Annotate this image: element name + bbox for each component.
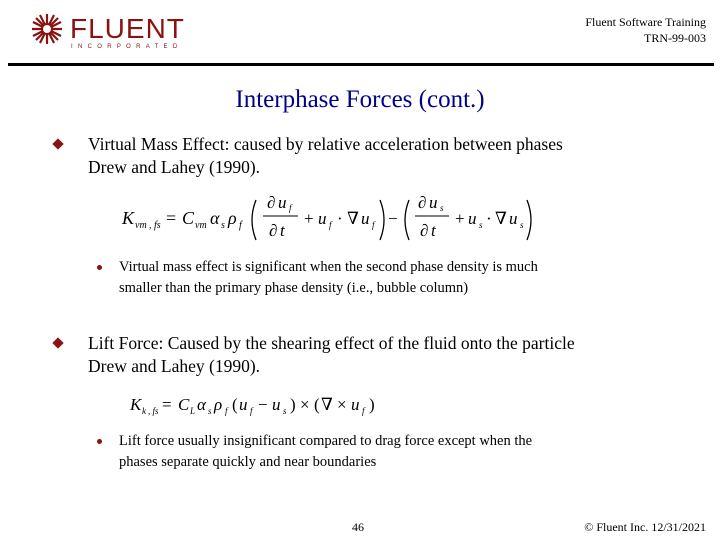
svg-text:∂: ∂	[418, 193, 427, 212]
svg-text:−: −	[388, 209, 398, 228]
lift-force-note-line1: Lift force usually insignificant compared to drag force except when the	[119, 433, 533, 449]
svg-text:L: L	[190, 406, 196, 416]
svg-text:k: k	[142, 406, 146, 416]
page-number: 46	[352, 520, 364, 534]
copyright-notice: © Fluent Inc. 12/31/2021	[584, 520, 706, 534]
svg-text:u: u	[351, 395, 360, 414]
svg-text:=: =	[166, 208, 177, 228]
lift-force-equation	[126, 386, 396, 422]
svg-text:α: α	[197, 395, 206, 414]
virtual-mass-note-line1: Virtual mass effect is significant when the second phase density is much	[119, 259, 538, 275]
svg-text:, fs: , fs	[149, 220, 161, 231]
fluent-logo	[30, 10, 185, 50]
svg-text:ρ: ρ	[214, 395, 223, 414]
svg-text:K: K	[122, 208, 135, 228]
sub-bullet-dot-icon	[97, 439, 102, 444]
svg-text:C: C	[182, 208, 195, 228]
logo-wordmark: FLUENT	[70, 13, 185, 44]
svg-text:∇: ∇	[321, 395, 333, 414]
svg-text:∇: ∇	[495, 209, 507, 228]
virtual-mass-equation	[118, 186, 538, 248]
virtual-mass-note-line2: smaller than the primary phase density (i.e., bubble column)	[119, 280, 469, 296]
svg-text:t: t	[280, 221, 285, 240]
svg-text:f: f	[329, 220, 332, 230]
svg-text:∂: ∂	[267, 193, 276, 212]
slide-title: Interphase Forces (cont.)	[235, 86, 485, 113]
svg-text:u: u	[429, 193, 438, 212]
svg-text:s: s	[440, 203, 444, 213]
svg-text:u: u	[509, 209, 518, 228]
document-code: TRN-99-003	[644, 31, 706, 45]
svg-text:∇: ∇	[347, 209, 359, 228]
svg-text:vm: vm	[135, 220, 147, 231]
svg-text:∂: ∂	[420, 221, 429, 240]
lift-force-note-line2: phases separate quickly and near boundaries	[119, 454, 377, 470]
svg-text:s: s	[208, 406, 212, 416]
svg-text:·: ·	[337, 209, 343, 228]
svg-text:, fs: , fs	[148, 406, 159, 416]
svg-text:f: f	[362, 406, 365, 416]
svg-text:u: u	[278, 193, 287, 212]
svg-text:=: =	[162, 395, 172, 414]
logo-subtitle: INCORPORATED	[71, 44, 183, 50]
svg-text:s: s	[221, 220, 225, 231]
fluent-logo-icon	[30, 12, 64, 46]
svg-text:u: u	[468, 209, 477, 228]
virtual-mass-line2: Drew and Lahey (1990).	[88, 157, 261, 177]
svg-text:f: f	[372, 220, 375, 230]
svg-text:u: u	[239, 395, 248, 414]
svg-text:u: u	[318, 209, 327, 228]
svg-text:×: ×	[300, 395, 310, 414]
svg-text:(: (	[314, 395, 320, 414]
svg-text:u: u	[272, 395, 281, 414]
bullet-diamond-icon	[52, 138, 63, 149]
lift-force-line2: Drew and Lahey (1990).	[88, 356, 261, 376]
svg-text:s: s	[479, 220, 483, 230]
svg-text:t: t	[431, 221, 436, 240]
training-label: Fluent Software Training	[585, 15, 706, 29]
lift-force-line1: Lift Force: Caused by the shearing effect of the fluid onto the particle	[88, 333, 575, 353]
svg-text:): )	[290, 395, 296, 414]
svg-text:f: f	[225, 406, 228, 416]
svg-text:α: α	[210, 208, 220, 228]
svg-text:s: s	[283, 406, 287, 416]
svg-text:+: +	[455, 209, 465, 228]
svg-text:×: ×	[337, 395, 347, 414]
bullet-diamond-icon	[52, 337, 63, 348]
svg-text:f: f	[289, 203, 292, 213]
header-info	[585, 14, 706, 46]
svg-text:f: f	[250, 406, 253, 416]
svg-text:f: f	[239, 220, 242, 231]
sub-bullet-dot-icon	[97, 265, 102, 270]
svg-text:): )	[369, 395, 375, 414]
svg-text:C: C	[178, 395, 190, 414]
svg-text:s: s	[520, 220, 524, 230]
svg-text:K: K	[130, 395, 142, 414]
svg-text:·: ·	[486, 209, 492, 228]
svg-text:vm: vm	[195, 220, 207, 231]
header-divider	[8, 63, 714, 66]
svg-text:−: −	[258, 395, 268, 414]
svg-text:+: +	[304, 209, 314, 228]
svg-text:∂: ∂	[269, 221, 278, 240]
svg-text:u: u	[361, 209, 370, 228]
svg-text:ρ: ρ	[228, 208, 237, 228]
virtual-mass-line1: Virtual Mass Effect: caused by relative acceleration between phases	[88, 134, 563, 154]
svg-text:(: (	[232, 395, 238, 414]
